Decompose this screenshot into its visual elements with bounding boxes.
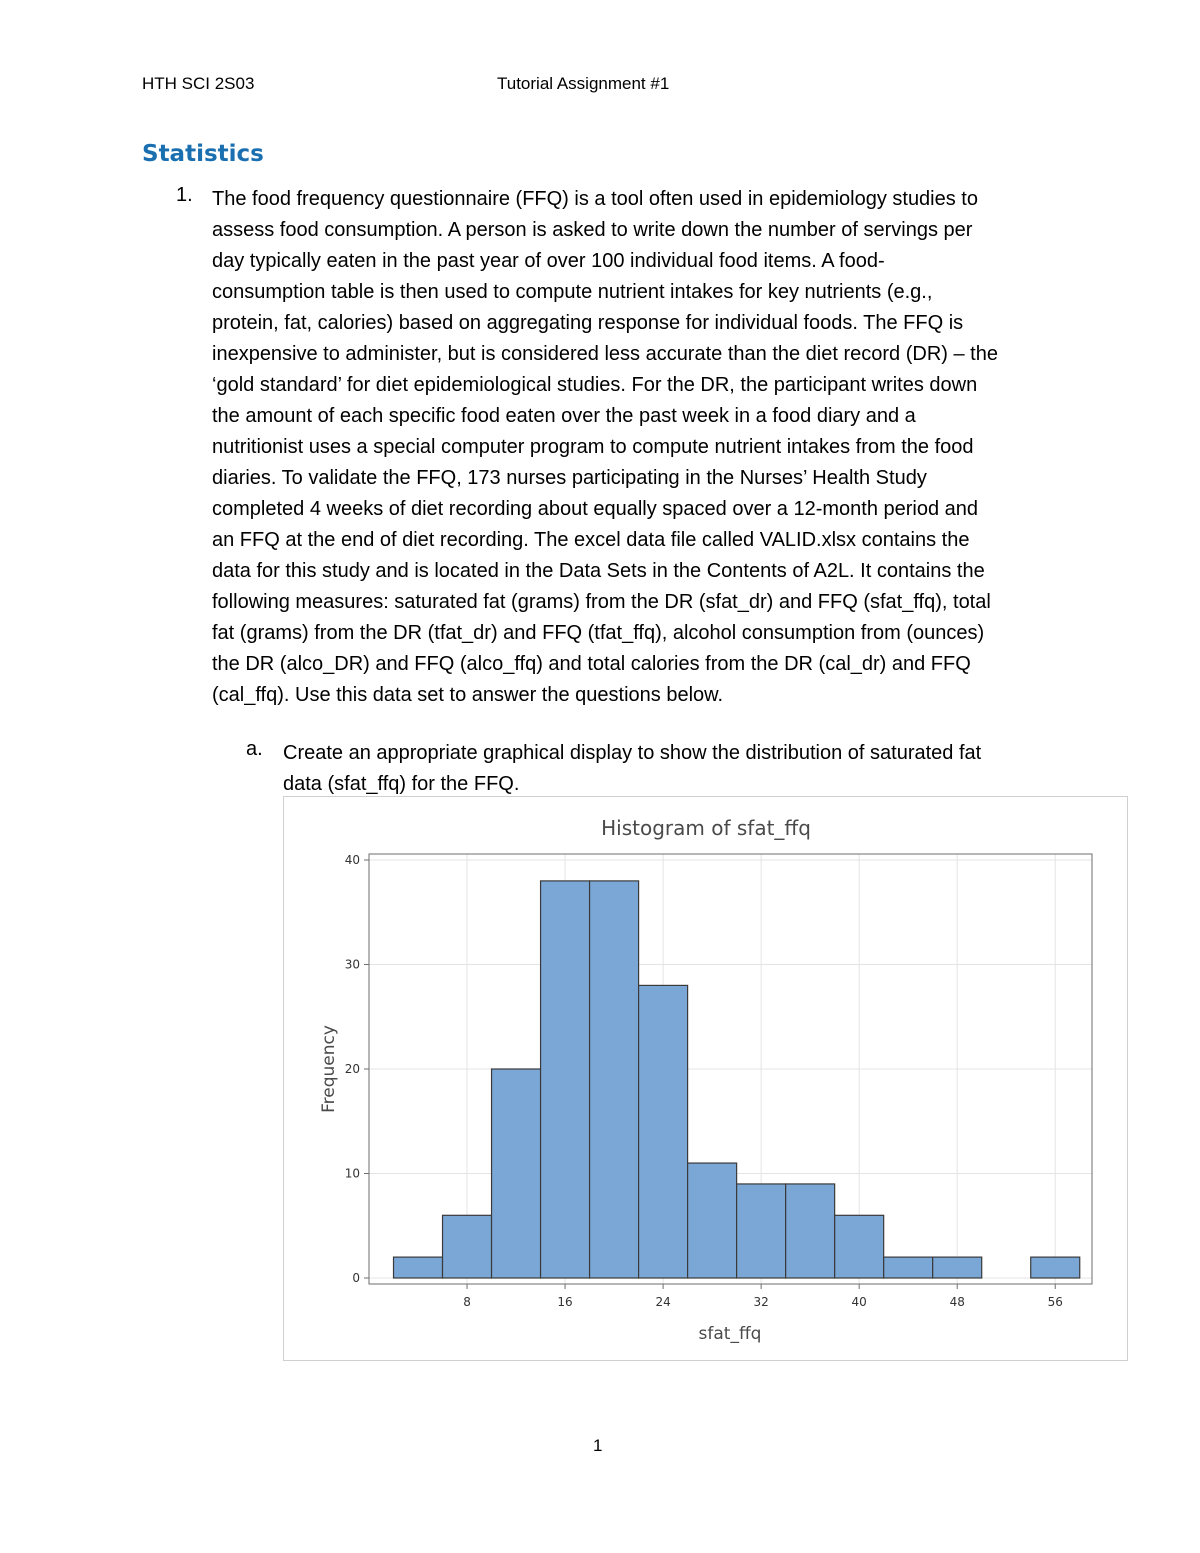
section-title: Statistics: [142, 141, 264, 167]
histogram-figure: [283, 796, 1128, 1361]
histogram-bar: [443, 1215, 492, 1278]
question-line: (cal_ffq). Use this data set to answer the questions below.: [212, 684, 724, 706]
question-line: assess food consumption. A person is asked to write down the number of servings per: [212, 219, 973, 241]
x-tick-label: 8: [463, 1295, 471, 1309]
histogram-bar: [884, 1257, 933, 1278]
question-line: ‘gold standard’ for diet epidemiological studies. For the DR, the participant writes down: [212, 374, 978, 396]
question-line: data for this study and is located in the Data Sets in the Contents of A2L. It contains the: [212, 560, 985, 582]
histogram-bar: [639, 985, 688, 1278]
histogram-bar: [933, 1257, 982, 1278]
question-line: following measures: saturated fat (grams) from the DR (sfat_dr) and FFQ (sfat_ffq), total: [212, 591, 991, 613]
histogram-bar: [492, 1069, 541, 1278]
y-tick-label: 0: [352, 1271, 360, 1285]
histogram-bar: [835, 1215, 884, 1278]
question-line: inexpensive to administer, but is considered less accurate than the diet record (DR) – the: [212, 343, 998, 365]
subquestion-line: Create an appropriate graphical display to show the distribution of saturated fat: [283, 742, 982, 764]
histogram-bar: [541, 881, 590, 1278]
x-tick-label: 56: [1047, 1295, 1063, 1309]
x-axis-label: sfat_ffq: [698, 1324, 762, 1344]
question-line: nutritionist uses a special computer program to compute nutrient intakes from the food: [212, 436, 974, 458]
subquestion-line: data (sfat_ffq) for the FFQ.: [283, 773, 520, 795]
y-tick-label: 30: [344, 957, 360, 972]
histogram-bar: [737, 1184, 786, 1278]
y-axis-ticks: [345, 853, 369, 1285]
x-tick-label: 16: [557, 1295, 573, 1309]
x-tick-label: 24: [655, 1295, 671, 1309]
page-number: 1: [593, 1436, 603, 1455]
histogram-bar: [394, 1257, 443, 1278]
x-tick-label: 32: [753, 1295, 769, 1309]
histogram-bar: [688, 1163, 737, 1278]
histogram-bar: [786, 1184, 835, 1278]
question-line: completed 4 weeks of diet recording about equally spaced over a 12-month period and: [212, 498, 979, 520]
histogram-chart: [284, 797, 1127, 1360]
question-line: protein, fat, calories) based on aggregating response for individual foods. The FFQ is: [212, 312, 964, 334]
histogram-bar: [590, 881, 639, 1278]
subquestion-text: [283, 738, 1103, 800]
subquestion-letter: a.: [246, 738, 263, 760]
question-line: The food frequency questionnaire (FFQ) is a tool often used in epidemiology studies to: [212, 188, 978, 210]
histogram-bars: [394, 881, 1080, 1278]
y-tick-label: 20: [344, 1062, 360, 1076]
question-line: the DR (alco_DR) and FFQ (alco_ffq) and total calories from the DR (cal_dr) and FFQ: [212, 653, 971, 675]
y-tick-label: 40: [344, 853, 360, 867]
question-text: [212, 184, 1092, 711]
y-tick-label: 10: [344, 1166, 360, 1181]
x-axis-ticks: [463, 1284, 1063, 1309]
question-line: diaries. To validate the FFQ, 173 nurses participating in the Nurses’ Health Study: [212, 467, 927, 489]
chart-title: Histogram of sfat_ffq: [601, 816, 811, 840]
question-line: day typically eaten in the past year of over 100 individual food items. A food-: [212, 250, 885, 272]
question-line: an FFQ at the end of diet recording. The excel data file called VALID.xlsx contains the: [212, 529, 970, 551]
y-axis-label: Frequency: [319, 1025, 339, 1113]
x-tick-label: 40: [851, 1295, 867, 1309]
question-line: fat (grams) from the DR (tfat_dr) and FFQ (tfat_ffq), alcohol consumption from (ounces): [212, 622, 985, 644]
x-tick-label: 48: [949, 1295, 965, 1309]
header-course: HTH SCI 2S03: [142, 74, 255, 93]
question-line: consumption table is then used to compute nutrient intakes for key nutrients (e.g.,: [212, 281, 933, 303]
header-assignment: Tutorial Assignment #1: [497, 74, 670, 93]
histogram-bar: [1031, 1257, 1080, 1278]
question-number: 1.: [176, 184, 193, 206]
question-line: the amount of each specific food eaten over the past week in a food diary and a: [212, 405, 916, 427]
